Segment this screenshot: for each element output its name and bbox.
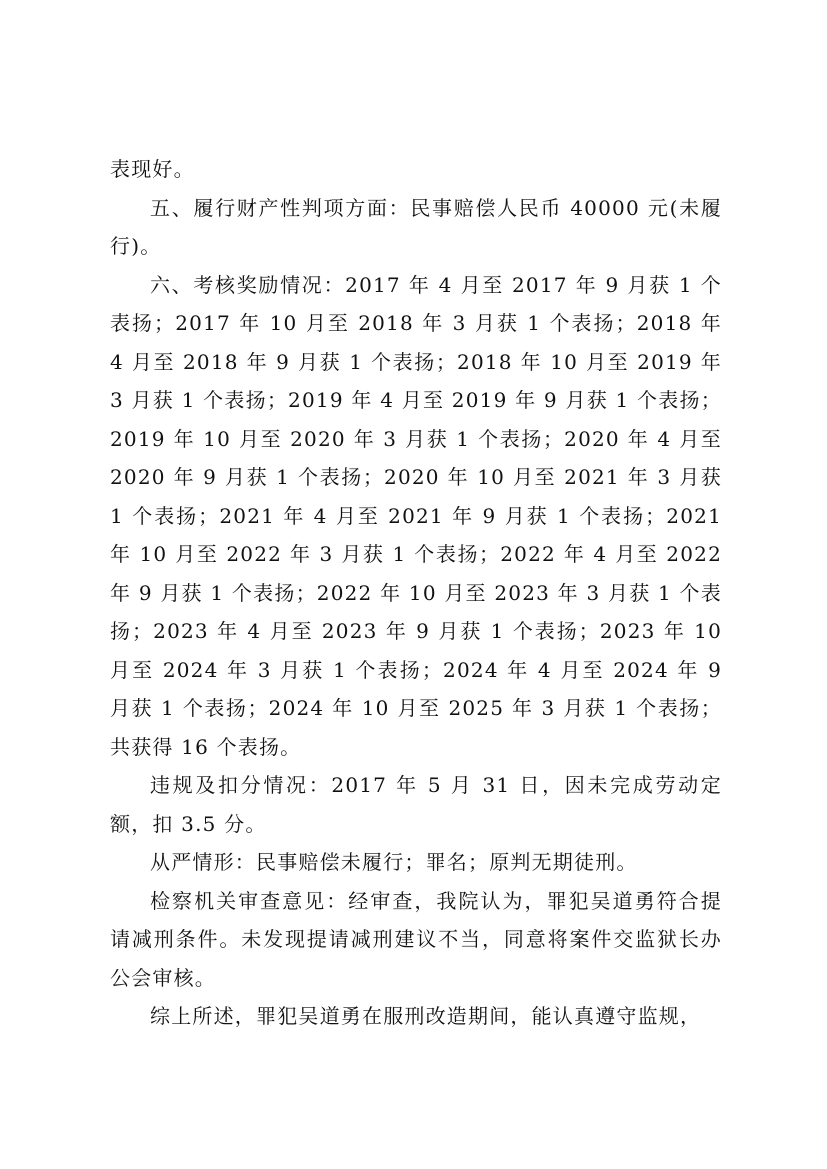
paragraph-rewards: 六、考核奖励情况：2017 年 4 月至 2017 年 9 月获 1 个表扬；2017 年 10 月至 2018 年 3 月获 1 个表扬；2018 年 4 月至 2018 年 9 月获 1 个表扬；2018 年 10 月至 2019 年 3 月获 1 个表扬；2019 年 4 月至 2019 年 9 月获 1 个表扬；2019 年 10 月至 2020 年 3 月获 1 个表扬；2020 年 4 月至 2020 年 9 月获 1 个表扬；2020 年 10 月至 2021 年 3 月获 1 个表扬；2021 年 4 月至 2021 年 9 月获 1 个表扬；2021 年 10 月至 2022 年 3 月获 1 个表扬；2022 年 4 月至 2022 年 9 月获 1 个表扬；2022 年 10 月至 2023 年 3 月获 1 个表扬；2023 年 4 月至 2023 年 9 月获 1 个表扬；2023 年 10 月至 2024 年 3 月获 1 个表扬；2024 年 4 月至 2024 年 9 月获 1 个表扬；2024 年 10 月至 2025 年 3 月获 1 个表扬；共获得 16 个表扬。 <box>110 272 722 759</box>
paragraph-continuation: 表现好。 <box>110 157 195 181</box>
paragraph-procuratorate-opinion: 检察机关审查意见：经审查，我院认为，罪犯吴道勇符合提请减刑条件。未发现提请减刑建议不当，同意将案件交监狱长办公会审核。 <box>110 888 722 990</box>
paragraph-property-performance: 五、履行财产性判项方面：民事赔偿人民币 40000 元(未履行)。 <box>110 195 722 258</box>
paragraph-summary: 综上所述，罪犯吴道勇在服刑改造期间，能认真遵守监规， <box>150 1004 702 1028</box>
paragraph-strict-circumstances: 从严情形：民事赔偿未履行；罪名；原判无期徒刑。 <box>150 850 638 874</box>
document-body <box>110 150 722 1036</box>
paragraph-violations: 违规及扣分情况：2017 年 5 月 31 日，因未完成劳动定额，扣 3.5 分。 <box>110 773 722 836</box>
